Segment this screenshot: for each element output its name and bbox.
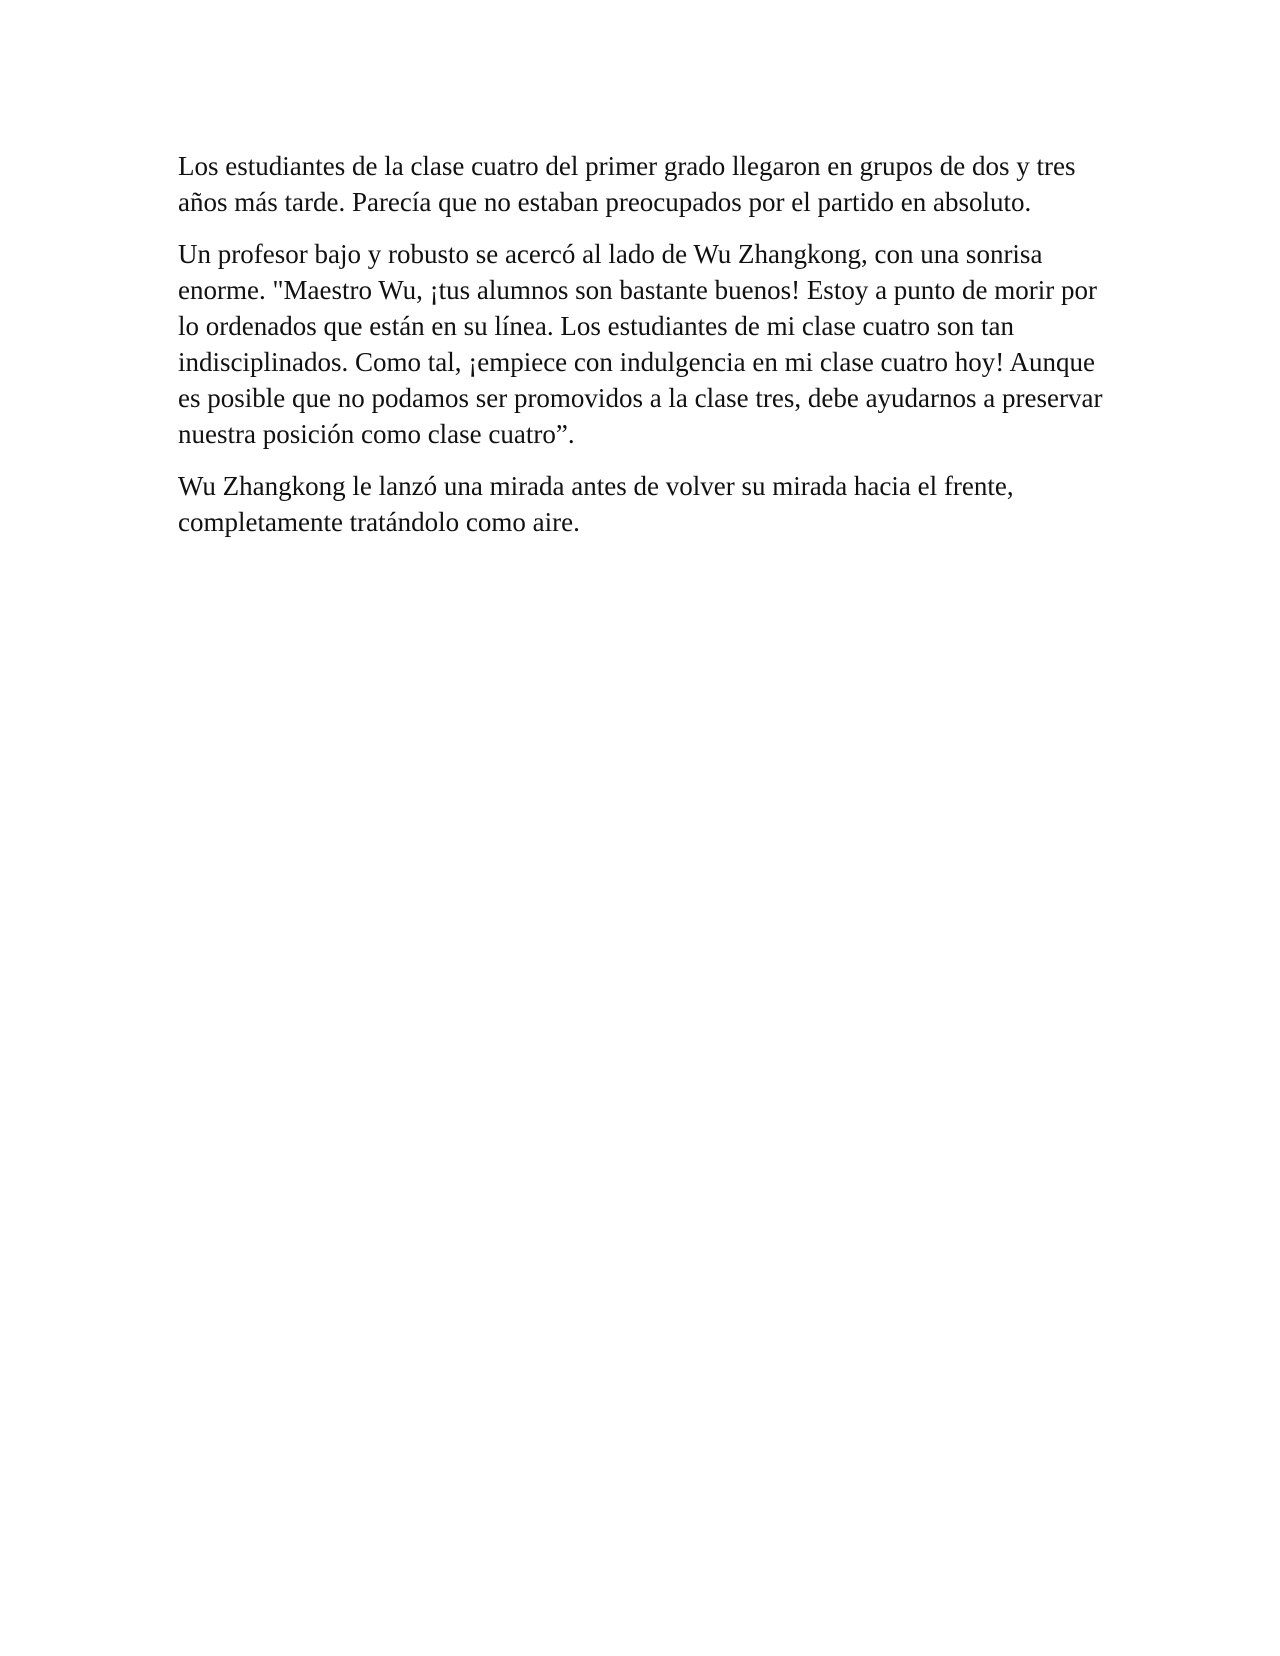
paragraph: Un profesor bajo y robusto se acercó al lado de Wu Zhangkong, con una sonrisa enorme. "Maestro Wu, ¡tus alumnos son bastante buenos! Estoy a punto de morir por lo ordenados que están en su línea. Los estudiantes de mi clase cuatro son tan indisciplinados. Como tal, ¡empiece con indulgencia en mi clase cuatro hoy! Aunque es posible que no podamos ser promovidos a la clase tres, debe ayudarnos a preservar nuestra posición como clase cuatro”. [178,239,1103,449]
document-body [178,148,1108,556]
paragraph: Los estudiantes de la clase cuatro del primer grado llegaron en grupos de dos y tres años más tarde. Parecía que no estaban preocupados por el partido en absoluto. [178,151,1076,217]
paragraph: Wu Zhangkong le lanzó una mirada antes de volver su mirada hacia el frente, completamente tratándolo como aire. [178,471,1014,537]
